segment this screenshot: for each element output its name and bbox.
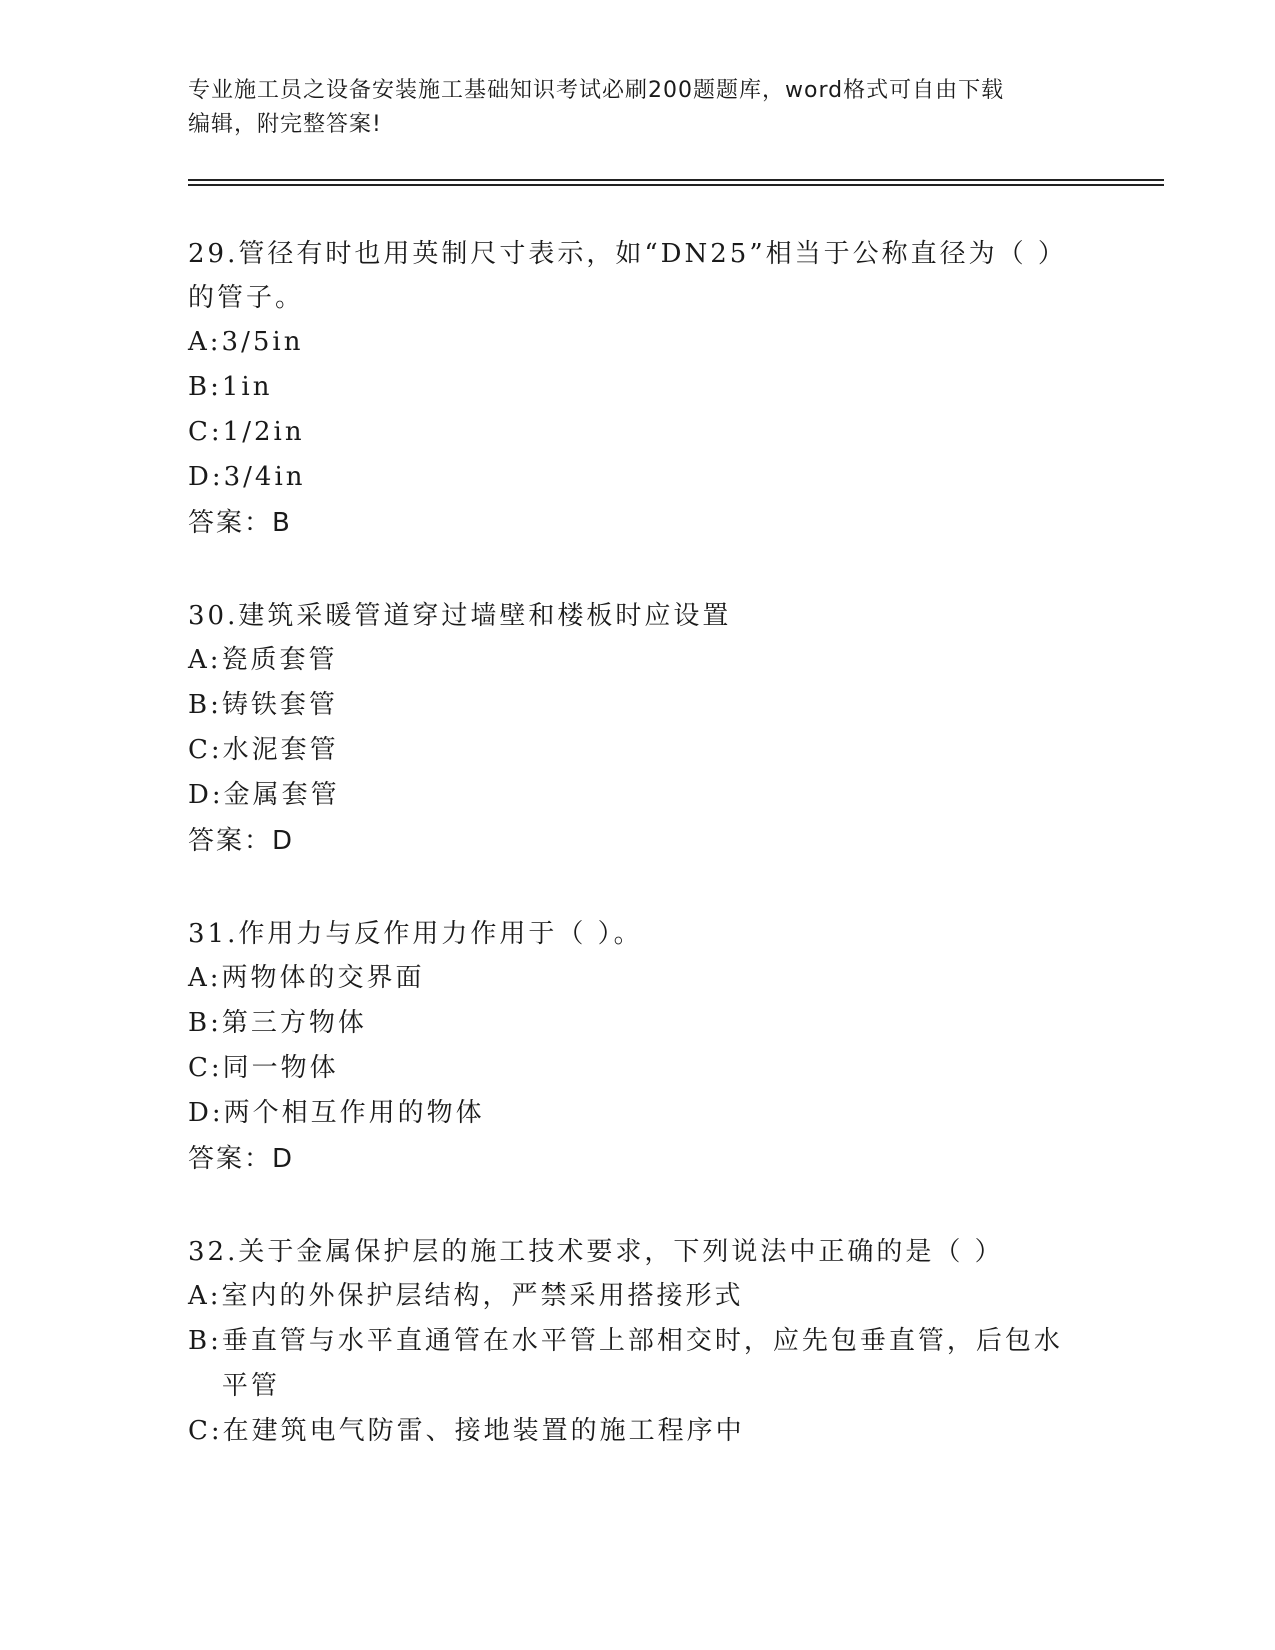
option-text: 同一物体 xyxy=(222,1053,339,1083)
question-29 xyxy=(188,232,1088,546)
header-divider-top xyxy=(188,179,1164,181)
option-text: 金属套管 xyxy=(223,780,340,810)
question-stem: 31.作用力与反作用力作用于（ ）。 xyxy=(188,919,643,949)
option-a xyxy=(188,1274,1088,1319)
header-divider-bottom xyxy=(188,184,1164,186)
option-text: 室内的外保护层结构，严禁采用搭接形式 xyxy=(221,1281,744,1311)
option-letter: B: xyxy=(188,1008,222,1038)
header-line-2: 编辑，附完整答案! xyxy=(188,112,382,137)
option-text: 3/5in xyxy=(221,327,304,357)
option-letter: A: xyxy=(188,645,222,675)
header-line-1: 专业施工员之设备安装施工基础知识考试必刷200题题库，word格式可自由下载 xyxy=(188,78,1005,103)
option-text: 两个相互作用的物体 xyxy=(223,1098,485,1128)
option-letter: A: xyxy=(188,1281,222,1311)
option-text: 3/4in xyxy=(223,462,306,492)
option-a xyxy=(188,956,1088,1001)
option-c xyxy=(188,1046,1088,1091)
option-b xyxy=(188,365,1088,410)
option-b xyxy=(188,1001,1088,1046)
answer-label: 答案：D xyxy=(188,1144,295,1174)
question-stem-continued: 的管子。 xyxy=(188,283,305,313)
question-31 xyxy=(188,912,1088,1182)
option-letter: D: xyxy=(188,462,224,492)
option-text: 水泥套管 xyxy=(222,735,339,765)
option-c xyxy=(188,1409,1088,1454)
option-a xyxy=(188,638,1088,683)
option-b xyxy=(188,683,1088,728)
option-letter: C: xyxy=(188,735,223,765)
option-c xyxy=(188,410,1088,455)
question-stem: 30.建筑采暖管道穿过墙壁和楼板时应设置 xyxy=(188,601,732,631)
option-letter: C: xyxy=(188,1416,223,1446)
option-letter: B: xyxy=(188,372,222,402)
question-stem: 29.管径有时也用英制尺寸表示，如“DN25”相当于公称直径为（ ） xyxy=(188,239,1067,269)
document-header xyxy=(188,74,1068,142)
answer-label: 答案：D xyxy=(188,826,295,856)
option-text: 铸铁套管 xyxy=(221,690,338,720)
option-letter: C: xyxy=(188,417,223,447)
option-d xyxy=(188,773,1088,818)
question-32 xyxy=(188,1230,1088,1454)
option-c xyxy=(188,728,1088,773)
question-list xyxy=(188,232,1088,1502)
option-text: 两物体的交界面 xyxy=(221,963,425,993)
option-text: 垂直管与水平直通管在水平管上部相交时，应先包垂直管，后包水平管 xyxy=(221,1326,1063,1401)
option-letter: A: xyxy=(188,327,222,357)
option-letter: D: xyxy=(188,1098,224,1128)
option-a xyxy=(188,320,1088,365)
option-letter: B: xyxy=(188,1326,222,1356)
answer-label: 答案：B xyxy=(188,508,292,538)
option-letter: D: xyxy=(188,780,224,810)
option-text: 1in xyxy=(221,372,273,402)
option-d xyxy=(188,455,1088,500)
option-b xyxy=(188,1319,1088,1409)
option-text: 瓷质套管 xyxy=(221,645,338,675)
option-d xyxy=(188,1091,1088,1136)
question-stem: 32.关于金属保护层的施工技术要求，下列说法中正确的是（ ） xyxy=(188,1237,1004,1267)
option-letter: B: xyxy=(188,690,222,720)
option-text: 1/2in xyxy=(222,417,305,447)
option-text: 在建筑电气防雷、接地装置的施工程序中 xyxy=(222,1416,745,1446)
option-letter: A: xyxy=(188,963,222,993)
question-30 xyxy=(188,594,1088,864)
option-text: 第三方物体 xyxy=(221,1008,367,1038)
option-letter: C: xyxy=(188,1053,223,1083)
